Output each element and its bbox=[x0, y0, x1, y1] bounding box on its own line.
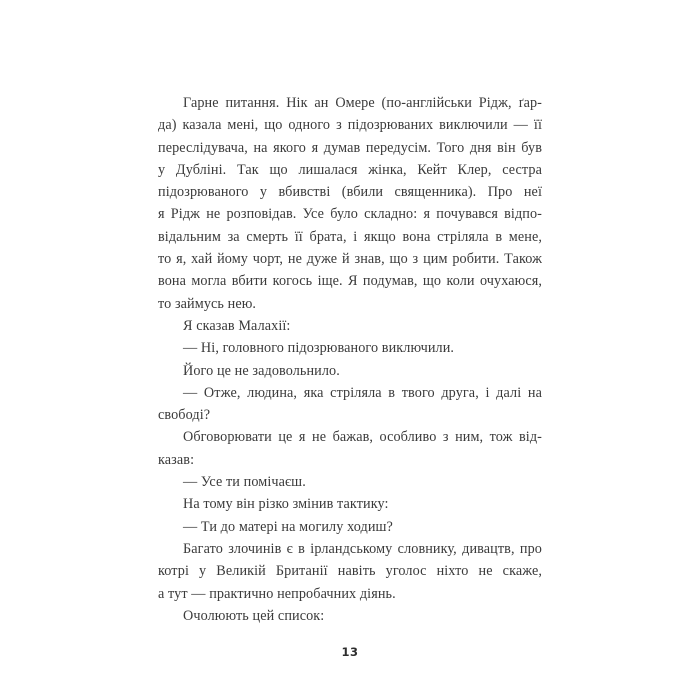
text-line: то займусь нею. bbox=[158, 295, 257, 312]
text-line: у Дубліні. Так що лишалася жінка, Кейт Клер, сестра bbox=[158, 161, 542, 178]
text-line: — Усе ти помічаєш. bbox=[183, 474, 306, 491]
text-line: котрі у Великій Британії навіть уголос ніхто не скаже, bbox=[158, 563, 542, 580]
text-line: відальним за смерть її брата, і якщо вона стріляла в мене, bbox=[158, 228, 542, 245]
text-line: то я, хай йому чорт, не дуже й знав, що з цим робити. Також bbox=[158, 251, 542, 268]
text-line: казав: bbox=[158, 451, 195, 468]
text-line: да) казала мені, що одного з підозрюваних виключили — її bbox=[158, 117, 542, 134]
text-line: — Ні, головного підозрюваного виключили. bbox=[183, 340, 455, 357]
text-line: вона могла вбити когось іще. Я подумав, що коли очухаюся, bbox=[158, 273, 542, 290]
text-block bbox=[158, 92, 542, 627]
text-line: Гарне питання. Нік ан Омере (по-англійськи Рідж, ґар- bbox=[183, 95, 542, 111]
text-line: переслідувача, на якого я думав передусім. Того дня він був bbox=[158, 139, 542, 156]
text-line: свободі? bbox=[158, 407, 211, 424]
text-line: — Ти до матері на могилу ходиш? bbox=[183, 518, 393, 535]
text-line: Багато злочинів є в ірландському словнику, дивацтв, про bbox=[183, 540, 542, 557]
page-number: 13 bbox=[341, 645, 359, 659]
text-line: Його це не задовольнило. bbox=[183, 362, 340, 379]
text-line: підозрюваного у вбивстві (вбили священника). Про неї bbox=[158, 184, 542, 201]
text-line: Обговорювати це я не бажав, особливо з ним, тож від- bbox=[183, 429, 542, 446]
text-line: Я сказав Малахії: bbox=[183, 317, 291, 334]
text-line: а тут — практично непробачних діянь. bbox=[158, 585, 396, 602]
text-line: — Отже, людина, яка стріляла в твого друга, і далі на bbox=[183, 384, 542, 401]
text-line: На тому він різко змінив тактику: bbox=[183, 496, 389, 513]
text-line: я Рідж не розповідав. Усе було складно: я почувався відпо- bbox=[158, 206, 542, 223]
text-line: Очолюють цей список: bbox=[183, 607, 325, 624]
